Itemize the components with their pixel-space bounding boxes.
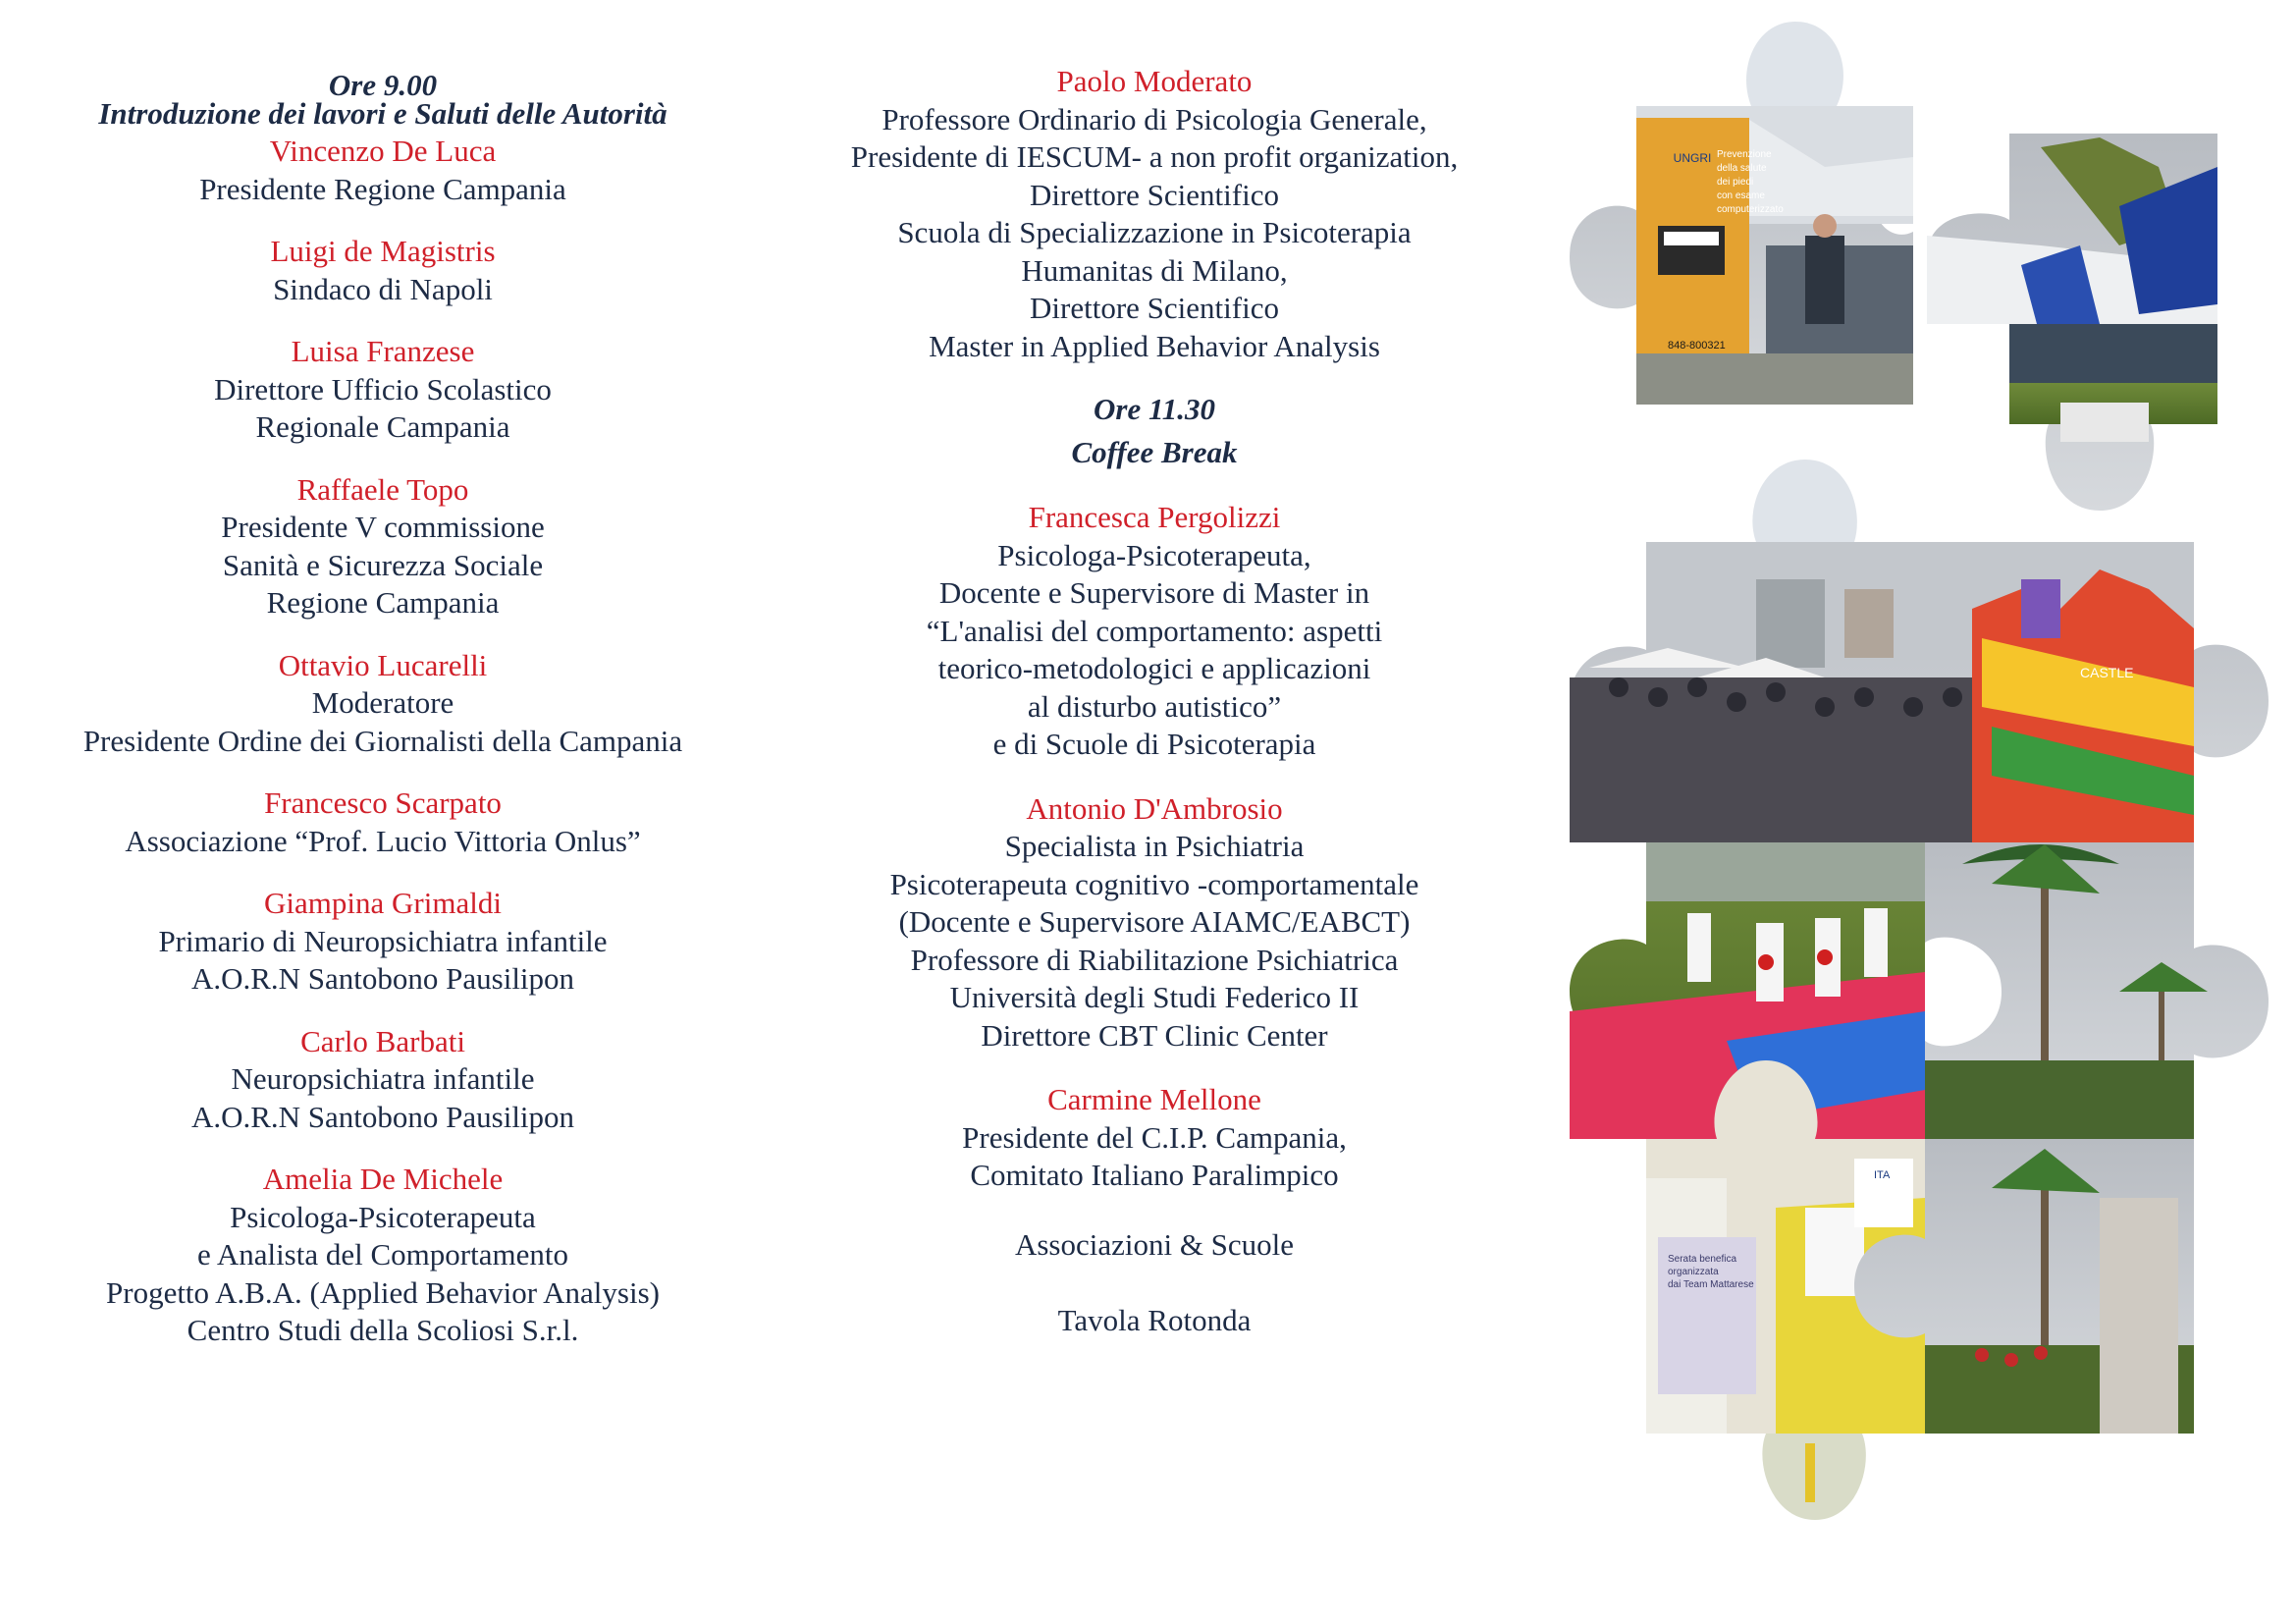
speaker-name: Giampina Grimaldi	[264, 886, 502, 920]
speaker-role: Humanitas di Milano,	[1021, 252, 1288, 288]
speaker-role: Progetto A.B.A. (Applied Behavior Analysis)	[106, 1274, 660, 1310]
left-program-column	[39, 0, 726, 1350]
speaker-role: Associazione “Prof. Lucio Vittoria Onlus”	[125, 823, 641, 858]
speaker-block	[39, 785, 726, 860]
speaker-role: Psicologa-Psicoterapeuta,	[997, 537, 1311, 572]
puzzle-knob-bottom	[1762, 1434, 1865, 1520]
photo-stand-piece	[1570, 106, 1913, 405]
speaker-role: Centro Studi della Scoliosi S.r.l.	[187, 1313, 579, 1347]
session-title: Introduzione dei lavori e Saluti delle Autorità	[98, 95, 667, 131]
stand-banner-line: della salute	[1717, 163, 1767, 174]
speaker-name: Carlo Barbati	[300, 1023, 465, 1058]
speaker-block	[805, 790, 1504, 1056]
stand-banner-line: con esame	[1717, 190, 1765, 201]
speaker-role: Sanità e Sicurezza Sociale	[222, 547, 544, 582]
photo-crowd-piece	[1570, 542, 2269, 842]
speaker-role: A.O.R.N Santobono Pausilipon	[190, 1099, 575, 1134]
speaker-role: Presidente Regione Campania	[199, 171, 566, 206]
speaker-role: Professore Ordinario di Psicologia Generale,	[881, 101, 1427, 136]
spacer	[805, 764, 1504, 790]
speaker-role: “L'analisi del comportamento: aspetti	[926, 613, 1383, 648]
speaker-name: Vincenzo De Luca	[269, 134, 497, 168]
speaker-name: Ottavio Lucarelli	[278, 647, 488, 682]
speaker-block	[805, 499, 1504, 764]
puzzle-knob-middle	[1752, 460, 1857, 542]
speaker-role: Docente e Supervisore di Master in	[938, 575, 1370, 610]
speaker-role: Presidente V commissione	[221, 510, 545, 544]
speaker-role: Master in Applied Behavior Analysis	[929, 328, 1380, 363]
speaker-role: Direttore CBT Clinic Center	[981, 1017, 1328, 1053]
speaker-block	[805, 63, 1504, 365]
speaker-name: Amelia De Michele	[262, 1162, 504, 1196]
spacer	[39, 860, 726, 885]
spacer	[805, 1055, 1504, 1081]
closing-associations: Associazioni & Scuole	[1014, 1226, 1295, 1262]
speaker-block	[805, 63, 1504, 365]
stand-banner-line: computerizzato	[1717, 204, 1784, 215]
speaker-role: Presidente di IESCUM- a non profit organization,	[850, 139, 1459, 174]
speaker-block	[39, 1161, 726, 1350]
stand-banner-line: Prevenzione	[1717, 149, 1772, 160]
break-time: Ore 11.30	[1094, 392, 1215, 426]
speaker-name: Carmine Mellone	[1047, 1082, 1261, 1116]
speaker-block	[39, 133, 726, 208]
speaker-block	[805, 1081, 1504, 1195]
speaker-role: Presidente del C.I.P. Campania,	[962, 1119, 1347, 1155]
speaker-role: Moderatore	[311, 685, 454, 720]
left-speaker-list	[39, 133, 726, 1350]
speaker-role: teorico-metodologici e applicazioni	[937, 651, 1371, 685]
speaker-role: e di Scuole di Psicoterapia	[992, 727, 1316, 761]
photo-palms-piece	[1925, 842, 2269, 1139]
speaker-role: Psicoterapeuta cognitivo -comportamentale	[889, 866, 1419, 901]
speaker-block	[39, 1023, 726, 1137]
speaker-role: Sindaco di Napoli	[273, 271, 493, 306]
speaker-name: Raffaele Topo	[296, 471, 469, 507]
stand-brand: UNGRI	[1673, 151, 1712, 165]
poster-line: dai Team Mattarese	[1668, 1279, 1754, 1290]
speaker-role: Presidente Ordine dei Giornalisti della Campania	[82, 723, 683, 758]
spacer	[39, 623, 726, 647]
speaker-role: (Docente e Supervisore AIAMC/EABCT)	[898, 904, 1411, 939]
puzzle-photo-collage	[1530, 0, 2296, 1532]
speaker-role: Direttore Ufficio Scolastico	[214, 371, 552, 406]
speaker-role: Regionale Campania	[255, 409, 510, 444]
speaker-role: Primario di Neuropsichiatra infantile	[158, 923, 608, 958]
speaker-role: e Analista del Comportamento	[197, 1237, 568, 1272]
speaker-role: Psicologa-Psicoterapeuta	[230, 1199, 536, 1234]
spacer	[39, 1136, 726, 1161]
break-title: Coffee Break	[1071, 434, 1238, 469]
speaker-role: Professore di Riabilitazione Psichiatrica	[910, 942, 1399, 977]
speaker-block	[39, 647, 726, 761]
poster-line: Serata benefica	[1668, 1254, 1737, 1265]
speaker-name: Francesco Scarpato	[264, 785, 502, 820]
speaker-block	[39, 233, 726, 308]
speaker-role: Università degli Studi Federico II	[949, 980, 1360, 1014]
stand-phone: 848-800321	[1668, 340, 1726, 352]
speaker-role: Direttore Scientifico	[1030, 177, 1279, 212]
speaker-role: Scuola di Specializzazione in Psicoterapia	[897, 215, 1412, 249]
spacer	[39, 308, 726, 333]
speaker-name: Francesca Pergolizzi	[1028, 500, 1281, 534]
castle-sign: CASTLE	[2080, 665, 2134, 680]
spacer	[39, 447, 726, 471]
speaker-role: Direttore Scientifico	[1030, 291, 1279, 325]
spacer	[39, 760, 726, 785]
speaker-role: A.O.R.N Santobono Pausilipon	[190, 961, 575, 996]
speaker-role: Comitato Italiano Paralimpico	[970, 1158, 1339, 1192]
spacer	[39, 999, 726, 1023]
puzzle-knob-top	[1746, 22, 1843, 106]
speaker-block	[39, 471, 726, 623]
closing-round-table: Tavola Rotonda	[1057, 1303, 1252, 1337]
speaker-name: Antonio D'Ambrosio	[1026, 790, 1283, 826]
speaker-role: Regione Campania	[266, 585, 500, 620]
stand-banner-line: dei piedi	[1717, 177, 1754, 188]
speaker-block	[39, 885, 726, 999]
photo-flags-piece	[1927, 134, 2217, 511]
speaker-name: Luigi de Magistris	[270, 234, 496, 268]
speaker-block	[39, 333, 726, 447]
speaker-role: Neuropsichiatra infantile	[231, 1061, 535, 1096]
speaker-role: Specialista in Psichiatria	[1004, 829, 1305, 863]
spacer	[39, 208, 726, 233]
speaker-name: Paolo Moderato	[1056, 64, 1253, 98]
judo-tag: ITA	[1874, 1169, 1891, 1181]
poster-line: organizzata	[1668, 1267, 1719, 1277]
middle-speaker-list	[805, 499, 1504, 1195]
session-time: Ore 9.00	[328, 68, 438, 102]
middle-program-column	[805, 0, 1504, 1340]
speaker-name: Luisa Franzese	[291, 334, 475, 368]
speaker-role: al disturbo autistico”	[1027, 688, 1282, 724]
